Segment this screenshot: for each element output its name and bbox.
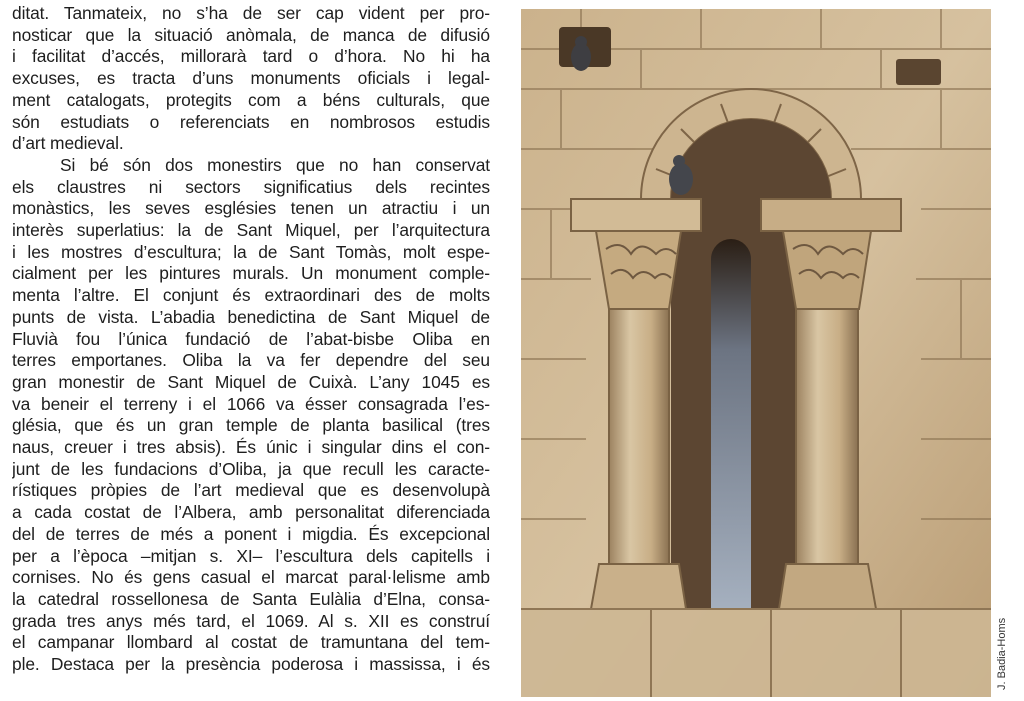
text-line: i les mostres d’escultura; la de Sant Tomàs, molt espe- [12, 241, 490, 262]
text-line: nosticar que la situació anòmala, de manca de difusió [12, 24, 490, 45]
text-line: Si bé són dos monestirs que no han conservat [60, 154, 490, 175]
text-line: va beneir el terreny i el 1066 va ésser consagrada l’es- [12, 393, 490, 414]
paragraph-1 [12, 3, 490, 155]
photo-romanesque-window [521, 9, 991, 697]
text-line: a cada costat de l’Albera, amb personalitat diferenciada [12, 502, 490, 523]
text-line: ment catalogats, protegits com a béns culturals, que [12, 89, 490, 110]
text-line: la catedral rossellonesa de Santa Eulàlia d’Elna, consa- [12, 588, 490, 609]
text-line: d’art medieval. [12, 133, 124, 154]
text-line: Fluvià fou l’única fundació de l’abat-bisbe Oliba en [12, 328, 490, 349]
text-line: els claustres ni sectors significatius dels recintes [12, 176, 490, 197]
text-line: cialment per les pintures murals. Un monument comple- [12, 263, 490, 284]
text-line: rístiques pròpies de l’art medieval que es desenvolupà [12, 480, 490, 501]
text-line: per a l’època –mitjan s. XI– l’escultura dels capitells i [12, 545, 490, 566]
text-line: cornises. No és gens casual el marcat paral·lelisme amb [12, 567, 490, 588]
text-line: gran monestir de Sant Miquel de Cuixà. L’any 1045 es [12, 371, 490, 392]
text-line: interès superlatius: la de Sant Miquel, per l’arquitectura [12, 220, 490, 241]
text-line: del de terres de més a ponent i migdia. És excepcional [12, 523, 490, 544]
paragraph-2 [12, 155, 490, 676]
text-line: i facilitat d’accés, millorarà tard o d’hora. No hi ha [12, 46, 490, 67]
article-text-column [12, 3, 490, 676]
text-line: menta l’altre. El conjunt és extraordinari des de molts [12, 285, 490, 306]
text-line: són estudiats o referenciats en nombrosos estudis [12, 111, 490, 132]
text-line: ditat. Tanmateix, no s’ha de ser cap vident per pro- [12, 3, 490, 23]
text-line: glésia, que és un gran temple de planta basilical (tres [12, 415, 490, 436]
photo-credit: J. Badia-Homs [996, 617, 1008, 690]
text-line: ple. Destaca per la presència poderosa i massissa, i és [12, 654, 490, 675]
text-line: excuses, es tracta d’uns monuments oficials i legal- [12, 68, 490, 89]
text-line: grada tres anys més tard, el 1069. Al s. XII es construí [12, 610, 490, 631]
text-line: terres emportanes. Oliba la va fer dependre del seu [12, 350, 490, 371]
text-line: monàstics, les seves esglésies tenen un atractiu i un [12, 198, 490, 219]
stone-wall-illustration [521, 9, 991, 697]
text-line: punts de vista. L’abadia benedictina de Sant Miquel de [12, 306, 490, 327]
text-line: naus, creuer i tres absis). És únic i singular dins el con- [12, 437, 490, 458]
text-line: el campanar llombard al costat de tramuntana del tem- [12, 632, 490, 653]
text-line: junt de les fundacions d’Oliba, ja que recull les caracte- [12, 458, 490, 479]
